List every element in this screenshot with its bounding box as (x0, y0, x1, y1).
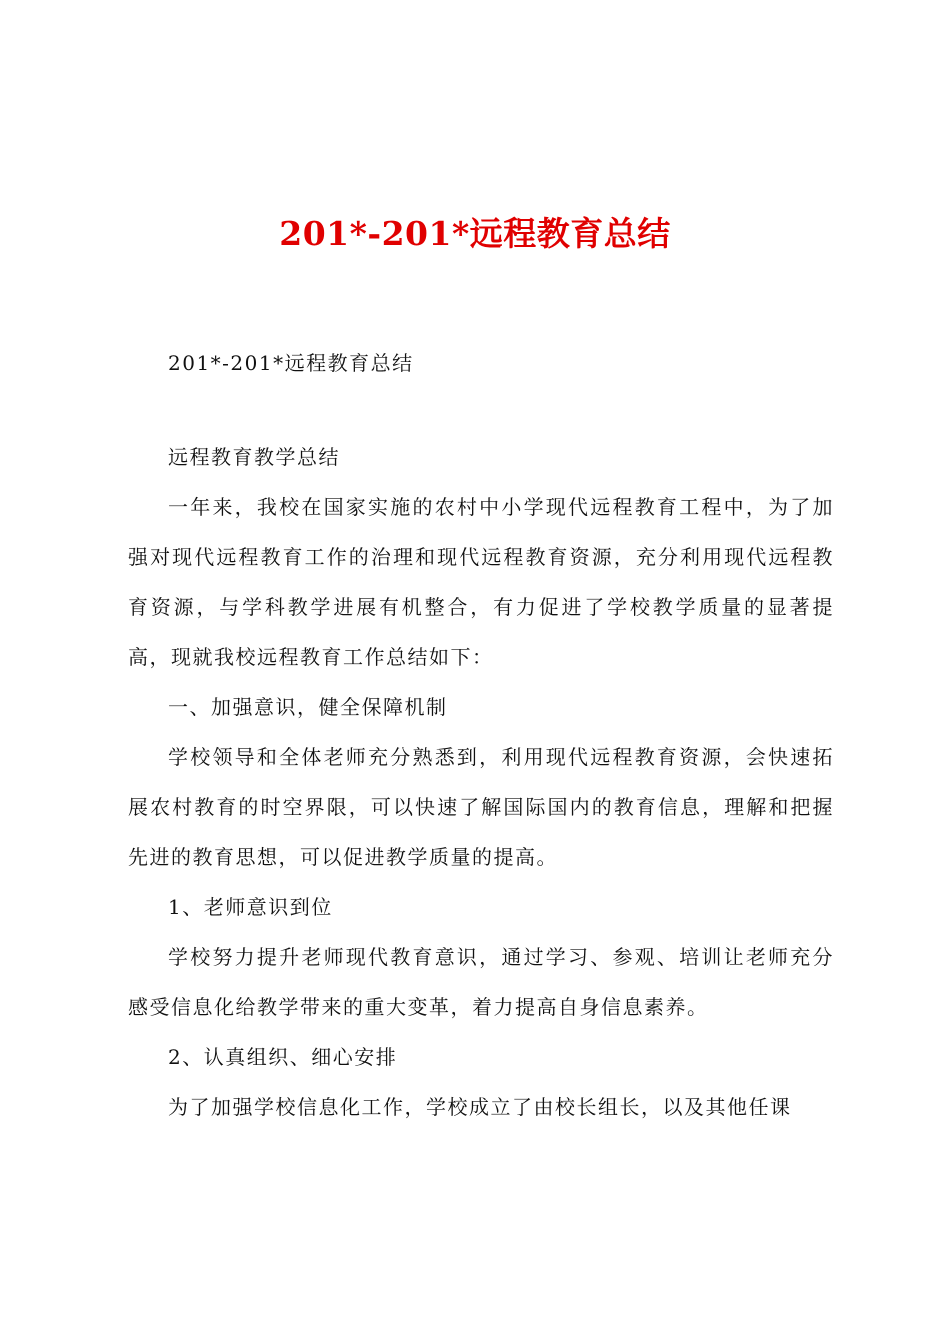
document-subtitle: 201*-201*远程教育总结 (168, 351, 414, 375)
document-title: 201*-201*远程教育总结 (279, 214, 671, 253)
heading-item-2: 2、认真组织、细心安排 (168, 1045, 398, 1069)
paragraph-organization: 为了加强学校信息化工作，学校成立了由校长组长，以及其他任课 (168, 1095, 792, 1119)
paragraph-intro: 一年来，我校在国家实施的农村中小学现代远程教育工程中，为了加强对现代远程教育工作的治理和现代远程教育资源，充分利用现代远程教育资源，与学科教学进展有机整合，有力促进了学校教学质量的显著提高，现就我校远程教育工作总结如下： (128, 495, 834, 669)
paragraph-awareness: 学校领导和全体老师充分熟悉到，利用现代远程教育资源，会快速拓展农村教育的时空界限，可以快速了解国际国内的教育信息，理解和把握先进的教育思想，可以促进教学质量的提高。 (128, 745, 834, 869)
heading-section-1: 一、加强意识，健全保障机制 (168, 695, 448, 719)
document-body (128, 338, 834, 1132)
section-heading: 远程教育教学总结 (168, 445, 340, 469)
paragraph-gap (128, 388, 834, 432)
paragraph-teacher-awareness: 学校努力提升老师现代教育意识，通过学习、参观、培训让老师充分感受信息化给教学带来的重大变革，着力提高自身信息素养。 (128, 945, 834, 1019)
heading-item-1: 1、老师意识到位 (168, 895, 333, 919)
